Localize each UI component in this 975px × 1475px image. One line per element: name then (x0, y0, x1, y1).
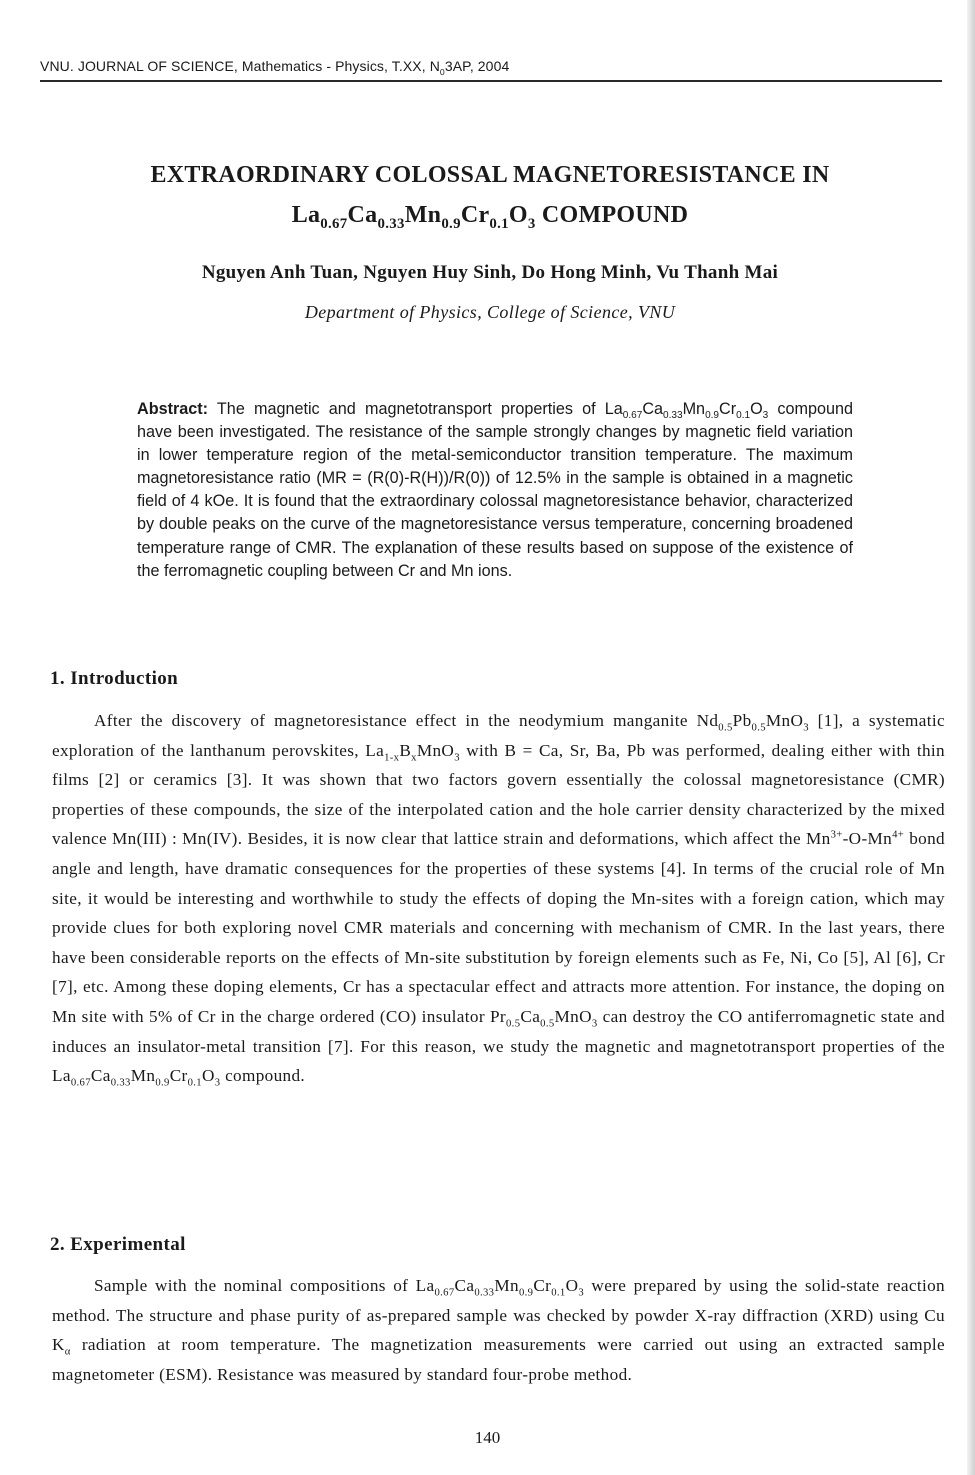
abstract-text: compound have been investigated. The resistance of the sample strongly changes by magnetic field variation in lower temperature region of the metal-semiconductor transition temperature. The maximum magnetoresistance ratio (MR = (R(0)-R(H))/R(0)) of 12.5% in the sample is obtained in a magnetic field of 4 kOe. It is found that the extraordinary colossal magnetoresistance behavior, characterized by double peaks on the curve of the magnetoresistance versus temperature, concerning broadened temperature range of CMR. The explanation of these results based on suppose of the existence of the ferromagnetic coupling between Cr and Mn ions. (137, 400, 853, 580)
title-element: O (508, 202, 528, 228)
title-element: La (291, 202, 321, 228)
exp-subscript: 0.33 (474, 1287, 495, 1299)
abstract-text: Ca (642, 400, 664, 418)
title-subscript: 0.33 (377, 215, 405, 232)
intro-text: MnO (416, 740, 455, 760)
intro-text: MnO (765, 711, 804, 730)
intro-text: compound. (220, 1066, 306, 1086)
title-line-2 (40, 195, 940, 235)
intro-text: Mn (130, 1066, 156, 1086)
exp-text: Sample with the nominal compositions of La (94, 1276, 435, 1295)
intro-subscript: 0.5 (718, 722, 733, 734)
exp-text: Ca (454, 1276, 475, 1295)
intro-text: B (399, 740, 412, 760)
exp-text: were prepared by using the solid-state reaction method. The structure and phase purity of as-prepared sample was checked by powder X-ray diffraction (XRD) using Cu K (52, 1276, 945, 1355)
journal-header-prefix: VNU. JOURNAL OF SCIENCE, Mathematics - Physics, T.XX, N (40, 58, 440, 74)
abstract-label: Abstract: (137, 400, 209, 418)
intro-text: After the discovery of magnetoresistance effect in the neodymium manganite Nd (94, 711, 719, 730)
header-rule (40, 80, 942, 82)
abstract-subscript: 0.1 (736, 410, 751, 422)
intro-text: Pb (732, 711, 752, 730)
intro-subscript: 1-x (384, 752, 400, 764)
introduction-paragraph (52, 706, 945, 1091)
intro-text: MnO (554, 1006, 592, 1026)
intro-text: O (201, 1066, 215, 1086)
intro-text: [1], a systematic exploration of the lanthanum perovskites, La (52, 711, 945, 760)
section-heading-introduction: 1. Introduction (50, 668, 179, 689)
title-subscript: 0.67 (320, 215, 348, 232)
intro-text: with B = Ca, Sr, Ba, Pb was performed, dealing either with thin films [2] or ceramics [3]. It was shown that two factors govern essentially the colossal magnetoresistance (CMR) properties of these compounds, the size of the interpolated cation and the hole carrier density characterized by the mixed valence Mn(III) : Mn(IV). Besides, it is now clear that lattice strain and deformations, which affect the Mn (52, 740, 945, 849)
authors: Nguyen Anh Tuan, Nguyen Huy Sinh, Do Hong Minh, Vu Thanh Mai (201, 262, 779, 283)
intro-subscript: 0.33 (110, 1077, 131, 1089)
experimental-paragraph (52, 1271, 945, 1389)
scan-edge-shadow (967, 0, 975, 1475)
intro-subscript: 3 (803, 722, 809, 734)
intro-subscript: 0.9 (155, 1077, 170, 1089)
exp-subscript: 0.67 (434, 1287, 455, 1299)
title-element: Ca (347, 202, 378, 228)
intro-text: Ca (90, 1066, 111, 1086)
exp-subscript: 0.9 (518, 1287, 534, 1299)
intro-subscript: 3 (214, 1077, 221, 1089)
intro-text: bond angle and length, have dramatic consequences for the properties of these systems [4]. In terms of the crucial role of Mn site, it would be interesting and worthwhile to study the effects of doping the Mn-sites with a foreign cation, which may provide clues for both exploring novel CMR materials and concerning with mechanism of CMR. In the last years, there have been considerable reports on the effects of Mn-site substitution by foreign elements such as Fe, Ni, Co [5], Al [6], Cr [7], etc. Among these doping elements, Cr has a spectacular effect and attracts more attention. For instance, the doping on Mn site with 5% of Cr in the charge ordered (CO) insulator Pr (52, 829, 945, 1026)
journal-header-suffix: 3AP, 2004 (444, 58, 510, 74)
exp-text: radiation at room temperature. The magnetization measurements were carried out using an extracted sample magnetometer (ESM). Resistance was measured by standard four-probe method. (52, 1335, 945, 1384)
page-number: 140 (474, 1428, 501, 1447)
journal-header (40, 58, 940, 77)
title-element: Cr (460, 202, 490, 228)
abstract-subscript: 0.9 (705, 410, 720, 422)
paper-title (40, 155, 940, 235)
exp-subscript: 3 (578, 1287, 585, 1299)
title-suffix: COMPOUND (535, 202, 689, 228)
intro-subscript: 0.1 (187, 1077, 202, 1089)
abstract-subscript: 0.33 (663, 410, 683, 422)
title-element: Mn (404, 202, 442, 228)
abstract-text: O (750, 400, 763, 418)
exp-text: Mn (494, 1276, 519, 1295)
intro-subscript: 0.5 (540, 1018, 555, 1030)
abstract-text: Cr (719, 400, 737, 418)
intro-subscript: x (411, 752, 417, 764)
title-subscript: 0.1 (489, 215, 509, 232)
intro-subscript: 0.5 (751, 722, 766, 734)
intro-subscript: 0.67 (70, 1077, 91, 1089)
intro-superscript: 3+ (830, 829, 843, 841)
intro-text: Cr (169, 1066, 188, 1086)
section-heading-experimental: 2. Experimental (50, 1234, 186, 1255)
abstract-subscript: 0.67 (622, 410, 643, 422)
intro-superscript: 4+ (892, 829, 905, 841)
intro-subscript: 0.5 (506, 1018, 521, 1030)
exp-text: O (565, 1276, 579, 1295)
exp-text: Cr (533, 1276, 552, 1295)
intro-subscript: 3 (591, 1018, 598, 1030)
title-subscript: 3 (527, 215, 536, 232)
intro-text: Ca (520, 1006, 541, 1026)
abstract-text: The magnetic and magnetotransport properties of La (208, 400, 623, 418)
abstract-text: Mn (682, 400, 706, 418)
intro-text: can destroy the CO antiferromagnetic state and induces an insulator-metal transition [7]. For this reason, we study the magnetic and magnetotransport properties of the La (52, 1006, 945, 1086)
abstract-subscript: 3 (762, 410, 769, 422)
affiliation: Department of Physics, College of Science, VNU (304, 302, 676, 322)
intro-text: -O-Mn (842, 829, 893, 849)
journal-header-sub: 0 (439, 66, 445, 77)
title-line-1: EXTRAORDINARY COLOSSAL MAGNETORESISTANCE IN (150, 162, 830, 188)
exp-subscript: 0.1 (551, 1287, 566, 1299)
intro-subscript: 3 (454, 752, 460, 764)
title-subscript: 0.9 (441, 215, 461, 232)
abstract (137, 398, 853, 583)
exp-subscript: α (64, 1346, 71, 1358)
